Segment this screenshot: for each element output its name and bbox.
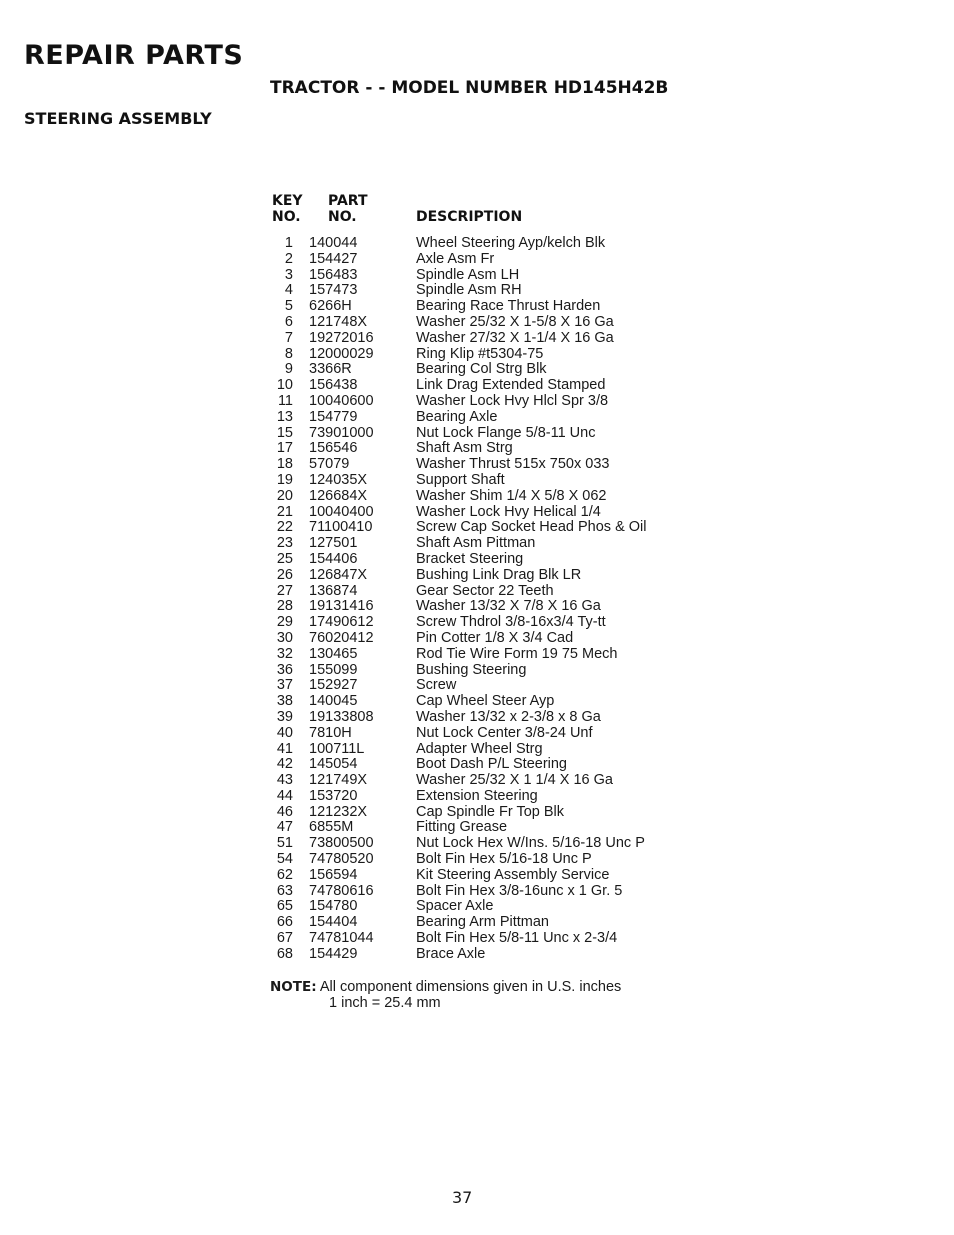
- table-row: [0, 947, 954, 963]
- table-row: [0, 268, 954, 284]
- parts-list: [0, 236, 954, 963]
- part-no: 154404: [309, 914, 358, 931]
- part-description: Kit Steering Assembly Service: [416, 866, 610, 883]
- part-description: Boot Dash P/L Steering: [416, 756, 567, 773]
- part-no: 121232X: [309, 803, 368, 820]
- part-description: Washer 27/32 X 1-1/4 X 16 Ga: [416, 329, 614, 346]
- part-no: 154427: [309, 250, 358, 267]
- key-no: 36: [276, 661, 293, 678]
- part-no: 19272016: [309, 329, 374, 346]
- part-no: 121748X: [309, 313, 368, 330]
- part-no: 100711L: [309, 740, 365, 757]
- key-no: 46: [276, 803, 293, 820]
- part-no: 10040400: [309, 503, 374, 520]
- table-row: [0, 757, 954, 773]
- table-row: [0, 536, 954, 552]
- part-description: Bearing Race Thrust Harden: [416, 298, 601, 315]
- page-title: REPAIR PARTS: [24, 40, 244, 71]
- part-description: Bolt Fin Hex 5/16-18 Unc P: [416, 851, 592, 868]
- part-description: Spindle Asm RH: [416, 282, 522, 299]
- part-no: 145054: [309, 756, 358, 773]
- part-description: Bearing Arm Pittman: [416, 914, 549, 931]
- key-no: 54: [276, 851, 293, 868]
- key-no: 21: [276, 503, 293, 520]
- key-no: 62: [276, 866, 293, 883]
- table-row: [0, 710, 954, 726]
- key-no: 68: [276, 945, 293, 962]
- key-no: 13: [276, 408, 293, 425]
- table-row: [0, 584, 954, 600]
- table-row: [0, 394, 954, 410]
- key-no: 6: [284, 313, 293, 330]
- part-no: 3366R: [309, 361, 352, 378]
- key-no: 51: [276, 835, 293, 852]
- part-no: 121749X: [309, 772, 368, 789]
- table-row: [0, 836, 954, 852]
- key-no: 4: [284, 282, 293, 299]
- part-description: Shaft Asm Strg: [416, 440, 513, 457]
- table-row: [0, 252, 954, 268]
- note-line1: All component dimensions given in U.S. inches: [319, 979, 622, 995]
- key-no-header: KEY NO.: [272, 193, 303, 225]
- table-row: [0, 931, 954, 947]
- key-no: 42: [276, 756, 293, 773]
- part-no: 74780520: [309, 851, 374, 868]
- table-row: [0, 663, 954, 679]
- part-description: Fitting Grease: [416, 819, 508, 836]
- table-row: [0, 647, 954, 663]
- key-no: 39: [276, 708, 293, 725]
- part-no: 153720: [309, 787, 358, 804]
- table-row: [0, 315, 954, 331]
- part-description: Cap Wheel Steer Ayp: [416, 693, 555, 710]
- part-description: Spindle Asm LH: [416, 266, 520, 283]
- part-description: Bushing Link Drag Blk LR: [416, 566, 582, 583]
- part-description: Wheel Steering Ayp/kelch Blk: [416, 235, 606, 251]
- table-row: [0, 299, 954, 315]
- key-no: 7: [284, 329, 293, 346]
- part-no: 154779: [309, 408, 358, 425]
- part-no: 140045: [309, 693, 358, 710]
- part-description: Bushing Steering: [416, 661, 527, 678]
- part-description: Screw: [416, 677, 457, 694]
- key-no: 19: [276, 471, 293, 488]
- part-no: 74781044: [309, 930, 374, 947]
- part-no: 156546: [309, 440, 358, 457]
- table-row: [0, 236, 954, 252]
- table-row: [0, 505, 954, 521]
- table-row: [0, 489, 954, 505]
- table-row: [0, 615, 954, 631]
- part-description: Brace Axle: [416, 945, 486, 962]
- part-description: Extension Steering: [416, 787, 538, 804]
- table-row: [0, 362, 954, 378]
- table-row: [0, 805, 954, 821]
- note-label: NOTE:: [270, 979, 317, 995]
- key-no: 8: [284, 345, 293, 362]
- part-description: Gear Sector 22 Teeth: [416, 582, 554, 599]
- key-no: 32: [276, 645, 293, 662]
- key-no: 10: [276, 377, 293, 394]
- table-row: [0, 631, 954, 647]
- table-row: [0, 884, 954, 900]
- key-no: 20: [276, 487, 293, 504]
- key-no: 65: [276, 898, 293, 915]
- table-row: [0, 410, 954, 426]
- part-description: Bolt Fin Hex 3/8-16unc x 1 Gr. 5: [416, 882, 623, 899]
- note: [270, 979, 621, 995]
- part-description: Bolt Fin Hex 5/8-11 Unc x 2-3/4: [416, 930, 618, 947]
- part-no: 126847X: [309, 566, 368, 583]
- table-row: [0, 378, 954, 394]
- table-row: [0, 773, 954, 789]
- key-no: 22: [276, 519, 293, 536]
- part-no: 156483: [309, 266, 358, 283]
- table-row: [0, 852, 954, 868]
- part-no: 73800500: [309, 835, 374, 852]
- part-no: 7810H: [309, 724, 352, 741]
- part-description: Screw Cap Socket Head Phos & Oil: [416, 519, 647, 536]
- key-no: 15: [276, 424, 293, 441]
- table-row: [0, 915, 954, 931]
- part-no: 6266H: [309, 298, 352, 315]
- table-row: [0, 694, 954, 710]
- table-row: [0, 331, 954, 347]
- key-no: 37: [276, 677, 293, 694]
- description-header: DESCRIPTION: [416, 209, 523, 225]
- key-no: 28: [276, 598, 293, 615]
- key-no: 11: [277, 392, 293, 409]
- part-no: 17490612: [309, 614, 374, 631]
- part-description: Pin Cotter 1/8 X 3/4 Cad: [416, 629, 574, 646]
- key-no: 27: [276, 582, 293, 599]
- part-description: Washer 13/32 X 7/8 X 16 Ga: [416, 598, 601, 615]
- key-no: 1: [284, 235, 293, 251]
- table-row: [0, 820, 954, 836]
- part-no: 57079: [309, 456, 350, 473]
- table-row: [0, 552, 954, 568]
- part-no: 126684X: [309, 487, 368, 504]
- key-no: 9: [284, 361, 293, 378]
- table-row: [0, 441, 954, 457]
- key-no: 43: [276, 772, 293, 789]
- part-description: Washer Lock Hvy Helical 1/4: [416, 503, 601, 520]
- part-description: Nut Lock Flange 5/8-11 Unc: [416, 424, 596, 441]
- part-no: 156438: [309, 377, 358, 394]
- part-description: Cap Spindle Fr Top Blk: [416, 803, 565, 820]
- key-no: 47: [276, 819, 293, 836]
- key-no: 18: [276, 456, 293, 473]
- table-row: [0, 678, 954, 694]
- key-no: 30: [276, 629, 293, 646]
- note-line2: 1 inch = 25.4 mm: [329, 995, 441, 1011]
- table-row: [0, 520, 954, 536]
- part-no-header: PART NO.: [328, 193, 368, 225]
- part-no: 154429: [309, 945, 358, 962]
- key-no: 63: [276, 882, 293, 899]
- part-description: Spacer Axle: [416, 898, 494, 915]
- part-description: Washer 13/32 x 2-3/8 x 8 Ga: [416, 708, 601, 725]
- key-no: 66: [276, 914, 293, 931]
- part-no: 136874: [309, 582, 358, 599]
- part-description: Washer Shim 1/4 X 5/8 X 062: [416, 487, 607, 504]
- key-no: 5: [284, 298, 293, 315]
- table-row: [0, 568, 954, 584]
- part-description: Shaft Asm Pittman: [416, 535, 536, 552]
- part-no: 157473: [309, 282, 358, 299]
- part-no: 71100410: [309, 519, 373, 536]
- part-description: Washer Thrust 515x 750x 033: [416, 456, 610, 473]
- part-description: Axle Asm Fr: [416, 250, 495, 267]
- part-no: 130465: [309, 645, 358, 662]
- part-no: 124035X: [309, 471, 368, 488]
- part-description: Nut Lock Center 3/8-24 Unf: [416, 724, 593, 741]
- part-no: 19131416: [309, 598, 374, 615]
- part-description: Washer 25/32 X 1-5/8 X 16 Ga: [416, 313, 614, 330]
- key-no: 17: [276, 440, 293, 457]
- section-title: STEERING ASSEMBLY: [24, 109, 212, 128]
- key-no: 41: [276, 740, 293, 757]
- part-no: 12000029: [309, 345, 374, 362]
- table-row: [0, 899, 954, 915]
- key-no: 40: [276, 724, 293, 741]
- part-description: Ring Klip #t5304-75: [416, 345, 544, 362]
- part-no: 140044: [309, 235, 358, 251]
- part-no: 127501: [309, 535, 358, 552]
- part-description: Support Shaft: [416, 471, 505, 488]
- part-no: 156594: [309, 866, 358, 883]
- part-no: 76020412: [309, 629, 374, 646]
- table-row: [0, 726, 954, 742]
- part-no: 6855M: [309, 819, 354, 836]
- part-description: Adapter Wheel Strg: [416, 740, 543, 757]
- part-no: 74780616: [309, 882, 374, 899]
- key-no: 3: [284, 266, 293, 283]
- part-description: Bearing Axle: [416, 408, 498, 425]
- key-no: 25: [276, 550, 293, 567]
- key-no: 67: [276, 930, 293, 947]
- table-row: [0, 426, 954, 442]
- table-row: [0, 473, 954, 489]
- key-no: 38: [276, 693, 293, 710]
- part-description: Bearing Col Strg Blk: [416, 361, 547, 378]
- table-row: [0, 599, 954, 615]
- part-no: 10040600: [309, 392, 374, 409]
- part-description: Screw Thdrol 3/8-16x3/4 Ty-tt: [416, 614, 606, 631]
- table-row: [0, 347, 954, 363]
- table-row: [0, 457, 954, 473]
- table-row: [0, 283, 954, 299]
- key-no: 2: [284, 250, 293, 267]
- key-no: 44: [276, 787, 293, 804]
- part-description: Washer 25/32 X 1 1/4 X 16 Ga: [416, 772, 613, 789]
- part-description: Bracket Steering: [416, 550, 524, 567]
- page-number: 37: [452, 1188, 473, 1207]
- part-no: 19133808: [309, 708, 374, 725]
- part-no: 155099: [309, 661, 358, 678]
- part-description: Rod Tie Wire Form 19 75 Mech: [416, 645, 618, 662]
- table-row: [0, 868, 954, 884]
- model-subtitle: TRACTOR - - MODEL NUMBER HD145H42B: [270, 78, 669, 98]
- key-no: 26: [276, 566, 293, 583]
- part-description: Washer Lock Hvy Hlcl Spr 3/8: [416, 392, 609, 409]
- part-description: Link Drag Extended Stamped: [416, 377, 606, 394]
- part-no: 152927: [309, 677, 358, 694]
- part-no: 73901000: [309, 424, 374, 441]
- key-no: 23: [276, 535, 293, 552]
- table-row: [0, 789, 954, 805]
- part-no: 154406: [309, 550, 358, 567]
- part-description: Nut Lock Hex W/Ins. 5/16-18 Unc P: [416, 835, 645, 852]
- key-no: 29: [276, 614, 293, 631]
- table-row: [0, 742, 954, 758]
- part-no: 154780: [309, 898, 358, 915]
